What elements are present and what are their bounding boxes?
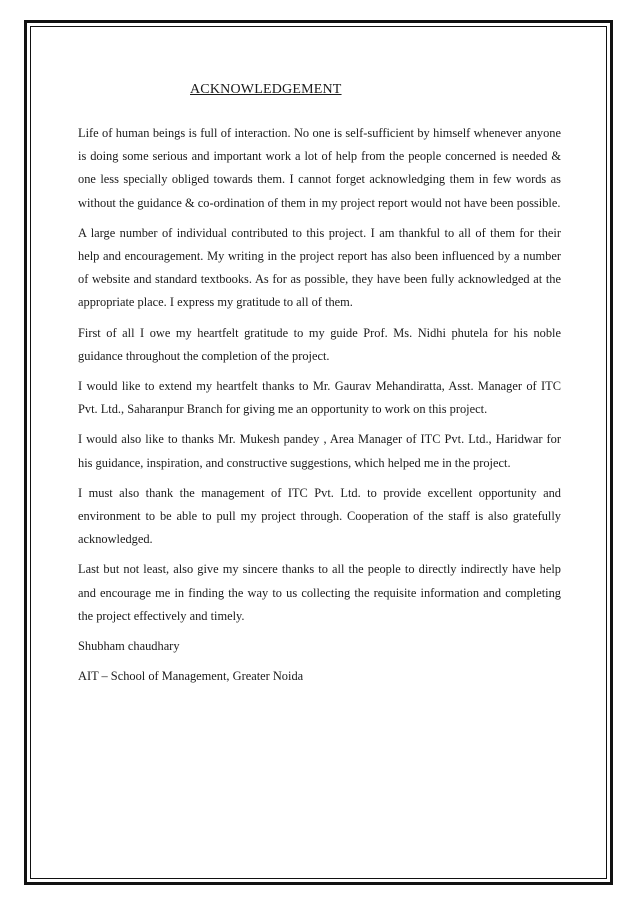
paragraph-closing: Last but not least, also give my sincere thanks to all the people to directly indirectly have help and encourage me in finding the way to us collecting the requisite information and completing the project effectively and timely.: [78, 562, 561, 623]
paragraph-intro: Life of human beings is full of interaction. No one is self-sufficient by himself whenever anyone is doing some serious and important work a lot of help from the people concerned is needed & one less specially obliged towards them. I cannot forget acknowledging them in few words as without the guidance & co-ordination of them in my project report would not have been possible.: [78, 126, 561, 210]
paragraph-asst-manager: I would like to extend my heartfelt thanks to Mr. Gaurav Mehandiratta, Asst. Manager of ITC Pvt. Ltd., Saharanpur Branch for giving me an opportunity to work on this project.: [78, 379, 561, 417]
paragraph-management: I must also thank the management of ITC Pvt. Ltd. to provide excellent opportunity and environment to be able to pull my project through. Cooperation of the staff is also gratefully acknowledged.: [78, 485, 561, 547]
document-content: [78, 82, 561, 695]
paragraph-area-manager: I would also like to thanks Mr. Mukesh pandey , Area Manager of ITC Pvt. Ltd., Haridwar for his guidance, inspiration, and constructive suggestions, which helped me in the project.: [78, 432, 561, 470]
signature-name: Shubham chaudhary: [78, 639, 180, 654]
paragraph-contributors: A large number of individual contributed to this project. I am thankful to all of them for their help and encouragement. My writing in the project report has also been influenced by a number of website and standard textbooks. As for as possible, they have been fully acknowledged at the appropriate place. I express my gratitude to all of them.: [78, 225, 561, 310]
page-title: ACKNOWLEDGEMENT: [190, 82, 342, 97]
paragraph-guide: First of all I owe my heartfelt gratitude to my guide Prof. Ms. Nidhi phutela for his noble guidance throughout the completion of the project.: [78, 325, 561, 363]
signature-institution: AIT – School of Management, Greater Noida: [78, 669, 304, 684]
